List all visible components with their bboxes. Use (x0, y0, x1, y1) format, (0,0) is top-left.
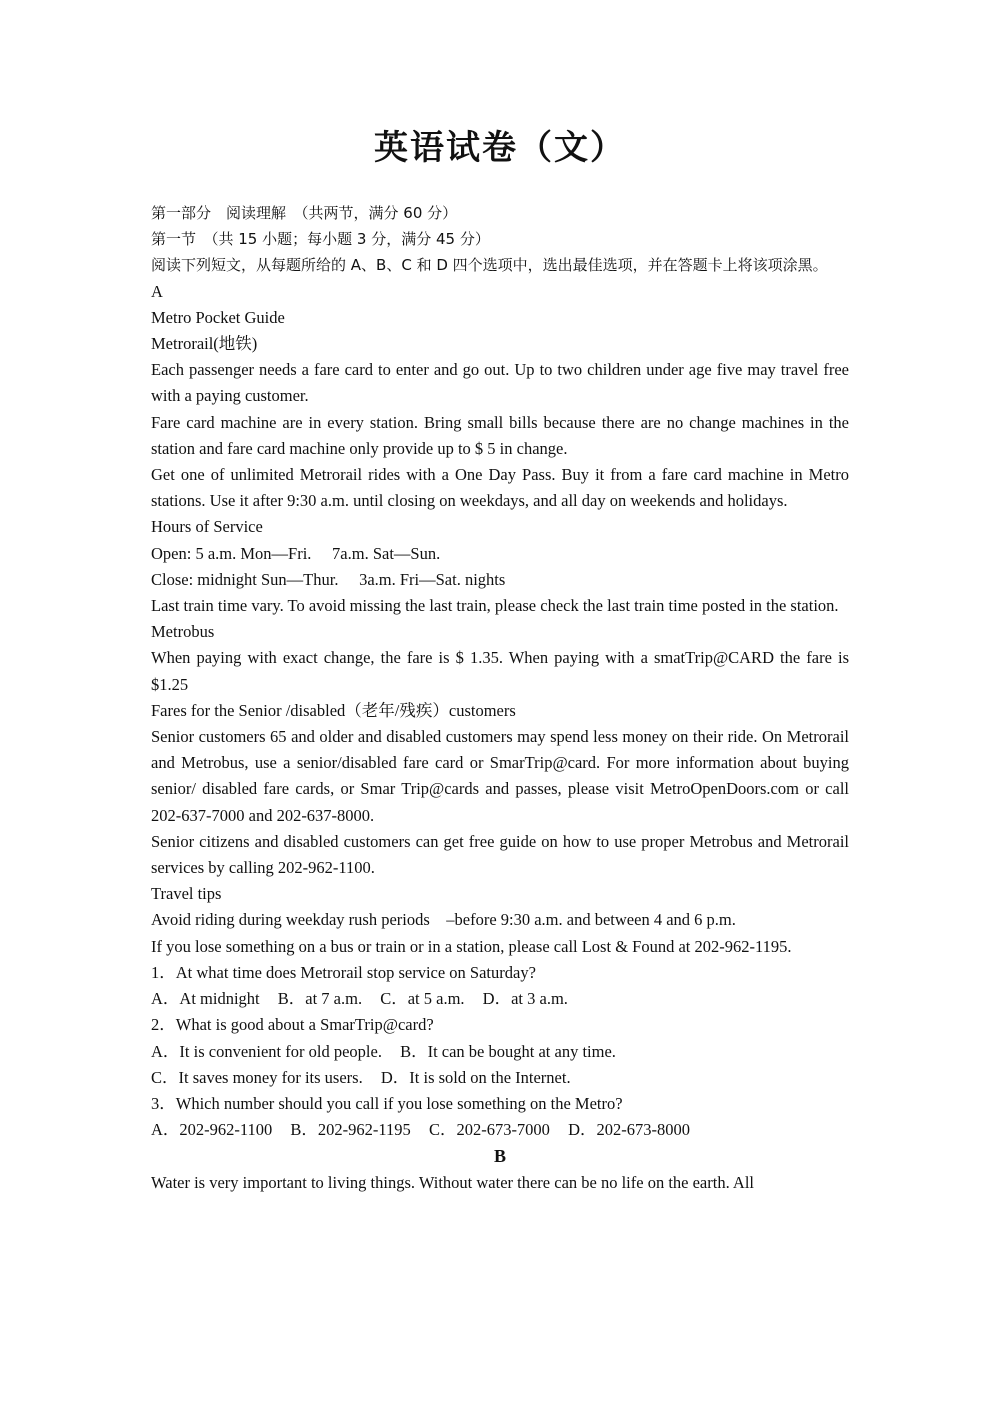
option-d[interactable]: D．202-673-8000 (568, 1120, 690, 1140)
question-1-stem: 1．At what time does Metrorail stop service on Saturday? (151, 962, 536, 982)
page-title: 英语试卷（文） (374, 128, 626, 168)
option-a[interactable]: A．202-962-1100 (151, 1120, 273, 1140)
question-1-options (151, 986, 849, 1012)
directions: 阅读下列短文，从每题所给的 A、B、C 和 D 四个选项中，选出最佳选项，并在答题卡上将该项涂黑。 (151, 256, 828, 275)
question-2-stem: 2．What is good about a SmarTrip@card? (151, 1015, 434, 1035)
question-3-options (151, 1117, 849, 1143)
question-2-options-row-2 (151, 1065, 849, 1091)
travel-tips-heading: Travel tips (151, 884, 222, 904)
option-d[interactable]: D．It is sold on the Internet. (380, 1067, 571, 1087)
passage-a-paragraph: Each passenger needs a fare card to enter and go out. Up to two children under age five may travel free with a paying customer. (151, 360, 849, 406)
question-2-options-row-1 (151, 1039, 849, 1065)
metrobus-fare: When paying with exact change, the fare is $ 1.35. When paying with a smatTrip@CARD the fare is $1.25 (151, 648, 849, 694)
option-b[interactable]: B．It can be bought at any time. (400, 1041, 616, 1061)
question-3-stem: 3．Which number should you call if you lose something on the Metro? (151, 1093, 623, 1113)
hours-open: Open: 5 a.m. Mon—Fri. 7a.m. Sat—Sun. (151, 543, 441, 563)
passage-a-heading: Metro Pocket Guide (151, 307, 285, 327)
metrobus-heading: Metrobus (151, 622, 215, 642)
travel-tip: Avoid riding during weekday rush periods –before 9:30 a.m. and between 4 and 6 p.m. (151, 910, 736, 930)
option-c[interactable]: C．It saves money for its users. (151, 1067, 363, 1087)
senior-fares-heading: Fares for the Senior /disabled（老年/残疾）customers (151, 700, 516, 720)
passage-a-label: A (151, 281, 163, 301)
senior-paragraph: Senior citizens and disabled customers can get free guide on how to use proper Metrobus and Metrorail services by calling 202-962-1100. (151, 831, 849, 878)
senior-paragraph: Senior customers 65 and older and disabled customers may spend less money on their ride. On Metrorail and Metrobus, use a senior/disabled fare card or SmarTrip@card. For more information about buying senior/ disabled fare cards, or Smar Trip@cards and passes, please visit MetroOpenDoors.com or call 202-637-7000 and 202-637-8000. (151, 727, 849, 825)
passage-a-paragraph: Get one of unlimited Metrorail rides with a One Day Pass. Buy it from a fare card machine in Metro stations. Use it after 9:30 a.m. until closing on weekdays, and all day on weekends and holidays. (151, 465, 849, 511)
option-c[interactable]: C．202-673-7000 (428, 1120, 550, 1140)
option-a[interactable]: A．At midnight (151, 989, 260, 1009)
option-b[interactable]: B．at 7 a.m. (277, 989, 363, 1009)
option-c[interactable]: C．at 5 a.m. (380, 989, 465, 1009)
passage-a-paragraph: Fare card machine are in every station. Bring small bills because there are no change machines in the station and fare card machine only provide up to $ 5 in change. (151, 412, 849, 458)
hours-close: Close: midnight Sun—Thur. 3a.m. Fri—Sat. nights (151, 569, 506, 589)
travel-tip: If you lose something on a bus or train or in a station, please call Lost & Found at 202-962-1195. (151, 936, 792, 956)
passage-b-paragraph: Water is very important to living things. Without water there can be no life on the earth. All (151, 1172, 755, 1192)
section-instruction: 第一节 （共 15 小题；每小题 3 分，满分 45 分） (151, 230, 490, 249)
hours-heading: Hours of Service (151, 517, 263, 537)
option-d[interactable]: D．at 3 a.m. (482, 989, 568, 1009)
exam-body (151, 200, 849, 1196)
last-train-note: Last train time vary. To avoid missing the last train, please check the last train time posted in the station. (151, 596, 839, 616)
part-instruction: 第一部分 阅读理解 （共两节，满分 60 分） (151, 204, 458, 222)
option-b[interactable]: B．202-962-1195 (290, 1120, 411, 1140)
metrorail-heading: Metrorail(地铁) (151, 334, 258, 354)
option-a[interactable]: A．It is convenient for old people. (151, 1041, 382, 1061)
passage-b-label: B (493, 1146, 506, 1167)
